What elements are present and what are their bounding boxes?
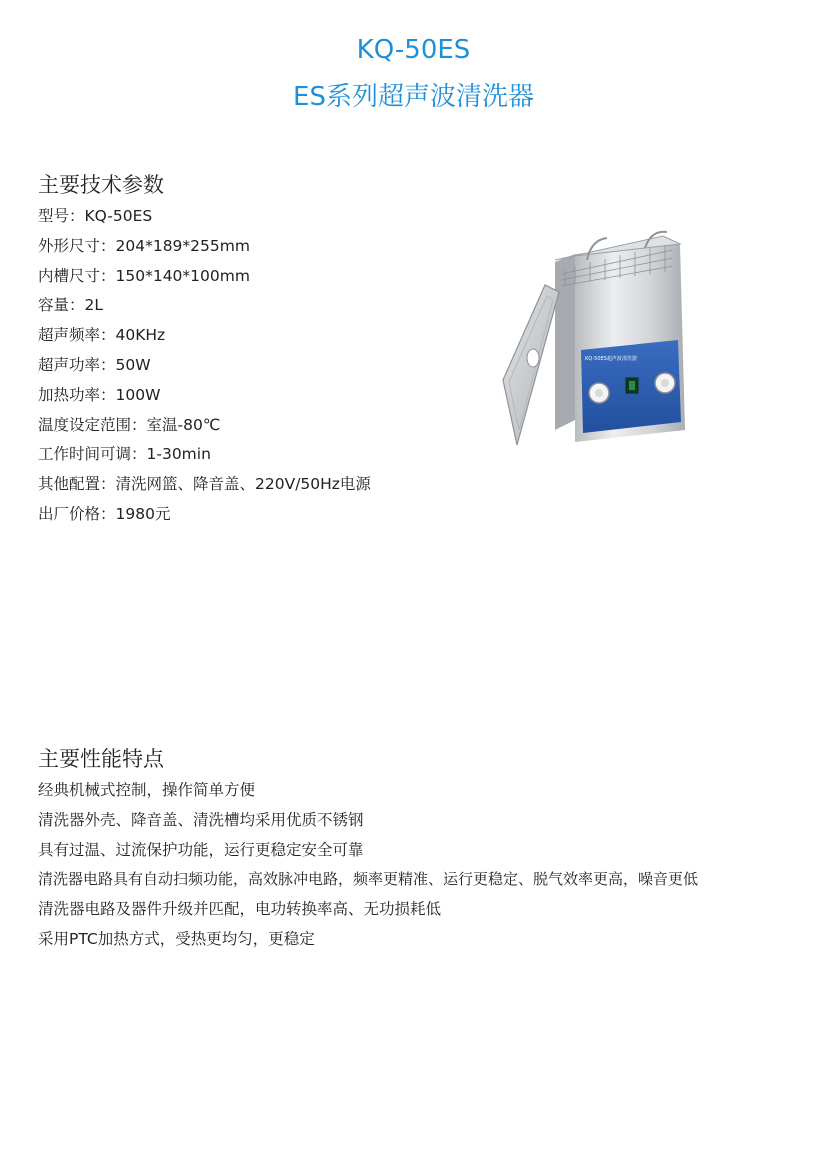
spec-item-price: 出厂价格：1980元 [38,504,171,523]
time-knob-center-icon [595,389,603,397]
spec-item-tank-size: 内槽尺寸：150*140*100mm [38,266,250,285]
temperature-knob-center-icon [661,379,669,387]
spec-item-dimensions: 外形尺寸：204*189*255mm [38,236,250,255]
product-series-title: ES系列超声波清洗器 [293,82,534,112]
product-model-title: KQ-50ES [356,35,471,65]
spec-item-timer-range: 工作时间可调：1-30min [38,445,211,464]
feature-item: 清洗器外壳、降音盖、清洗槽均采用优质不锈钢 [38,810,364,829]
lid-handle-icon [527,349,539,367]
spec-item-model: 型号：KQ-50ES [38,207,153,225]
feature-item: 采用PTC加热方式，受热更均匀，更稳定 [38,929,315,948]
spec-item-temperature-range: 温度设定范围：室温-80℃ [38,415,221,434]
features-list [38,776,698,955]
spec-item-frequency: 超声频率：40KHz [38,326,166,345]
spec-item-accessories: 其他配置：清洗网篮、降音盖、220V/50Hz电源 [38,475,371,494]
spec-item-ultrasonic-power: 超声功率：50W [38,355,151,374]
specs-list [38,202,371,530]
spec-item-heating-power: 加热功率：100W [38,385,161,404]
spec-item-capacity: 容量：2L [38,296,103,315]
feature-item: 经典机械式控制，操作简单方便 [38,781,256,799]
feature-item: 具有过温、过流保护功能，运行更稳定安全可靠 [38,840,364,859]
ultrasonic-cleaner-image [495,230,710,450]
panel-label: KQ-50ES超声波清洗器 [585,356,637,362]
features-heading: 主要性能特点 [38,747,164,771]
display-digit-icon [629,381,635,390]
feature-item: 清洗器电路及器件升级并匹配，电功转换率高、无功损耗低 [38,900,442,919]
feature-item: 清洗器电路具有自动扫频功能，高效脉冲电路，频率更精准、运行更稳定、脱气效率更高，噪音更低 [38,870,699,889]
specs-heading: 主要技术参数 [38,173,164,197]
